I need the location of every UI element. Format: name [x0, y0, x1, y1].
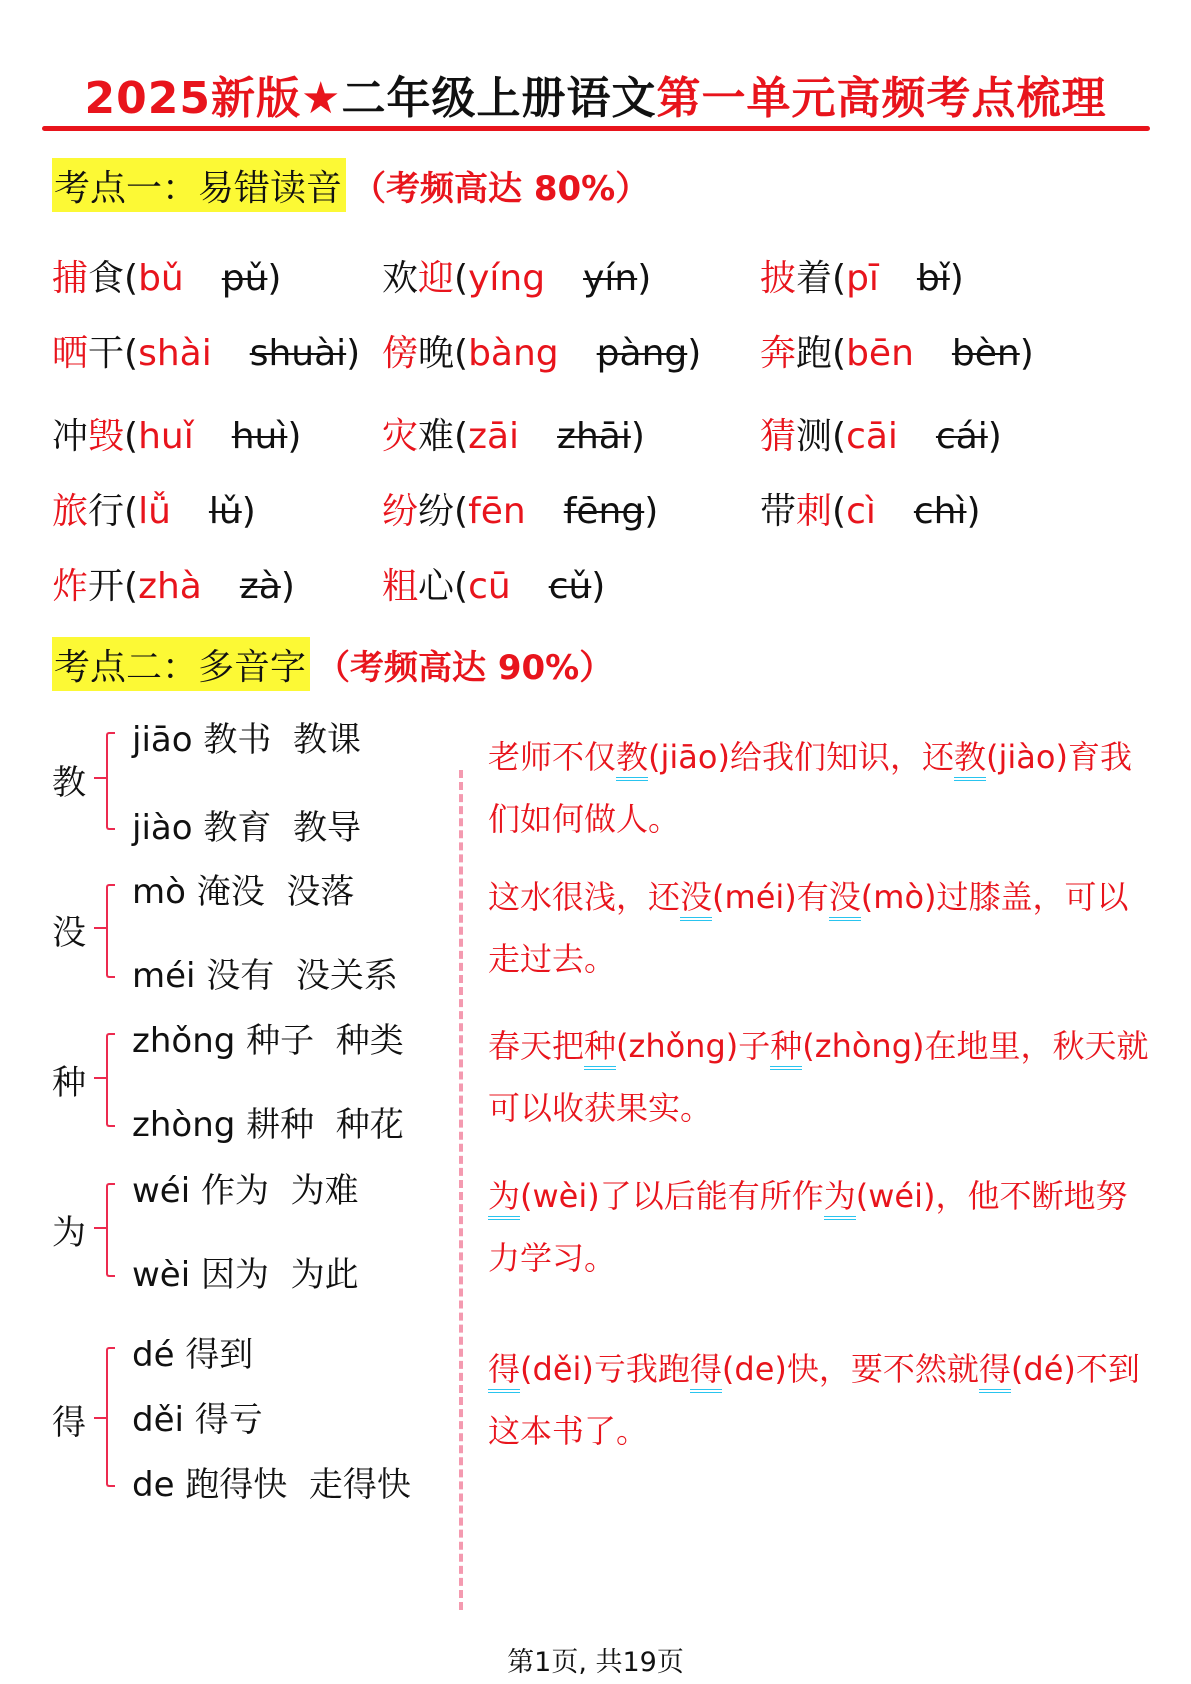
bracket-tick — [94, 1227, 108, 1229]
reading-words: 淹没 没落 — [196, 872, 355, 912]
wrong-pinyin: cǔ — [548, 566, 592, 607]
correct-pinyin: bǔ — [138, 258, 184, 299]
paren-close: ) — [966, 491, 981, 532]
paren-open: ( — [832, 491, 847, 532]
word-char: 欢 — [382, 258, 419, 299]
paren-close: ) — [287, 416, 302, 457]
pronunciation-item — [382, 250, 651, 301]
target-char: 教 — [954, 738, 986, 781]
correct-pinyin: cū — [468, 566, 511, 607]
word-char: 干 — [88, 333, 125, 374]
reading-pinyin: jiào — [132, 808, 204, 848]
polyphone-char: 得 — [52, 1403, 86, 1443]
paren-close: ) — [346, 333, 361, 374]
correct-pinyin: cì — [846, 491, 876, 532]
paren-open: ( — [454, 258, 469, 299]
reading-pinyin: wéi — [132, 1171, 201, 1211]
example-pinyin: (zhòng) — [802, 1027, 925, 1065]
target-char: 没 — [829, 878, 861, 921]
pronunciation-item — [760, 408, 1002, 459]
example-pinyin: (jiào) — [986, 738, 1068, 776]
example-pinyin: (wèi) — [520, 1177, 600, 1215]
reading-line — [132, 1097, 404, 1146]
paren-close: ) — [1019, 333, 1034, 374]
reading-words: 种子 种类 — [246, 1021, 404, 1061]
target-char: 为 — [824, 1177, 856, 1220]
bracket-tick — [94, 1417, 108, 1419]
page-indicator: 第1页, 共19页 — [507, 1647, 684, 1678]
word-char: 粗 — [382, 566, 419, 607]
wrong-pinyin: zhāi — [557, 416, 631, 457]
section2-header — [52, 637, 613, 691]
reading-line — [132, 1327, 253, 1376]
paren-close: ) — [630, 416, 645, 457]
word-char: 纷 — [418, 491, 455, 532]
example-sentence — [488, 866, 1158, 990]
pronunciation-item — [52, 325, 360, 376]
paren-open: ( — [454, 416, 469, 457]
correct-pinyin: zāi — [468, 416, 520, 457]
correct-pinyin: lǚ — [138, 491, 171, 532]
reading-pinyin: mò — [132, 872, 197, 912]
paren-open: ( — [124, 258, 139, 299]
word-char: 冲 — [52, 416, 89, 457]
example-text: 这水很浅，还 — [488, 878, 681, 916]
reading-pinyin: de — [132, 1465, 186, 1505]
paren-close: ) — [687, 333, 702, 374]
example-text: ，他不断地努力学习。 — [488, 1177, 1128, 1277]
polyphone-char: 为 — [52, 1213, 86, 1253]
paren-close: ) — [637, 258, 652, 299]
word-char: 带 — [760, 491, 797, 532]
example-text: 了以后能有所作 — [599, 1177, 824, 1215]
example-text: 育我们如何做人。 — [488, 738, 1132, 838]
word-char: 难 — [418, 416, 455, 457]
example-text: 有 — [796, 878, 829, 916]
example-sentence — [488, 726, 1158, 850]
correct-pinyin: yíng — [468, 258, 546, 299]
paren-open: ( — [124, 566, 139, 607]
word-char: 披 — [760, 258, 797, 299]
correct-pinyin: cāi — [846, 416, 898, 457]
polyphone-char: 教 — [52, 763, 86, 803]
polyphone-char: 种 — [52, 1063, 86, 1103]
bracket-tick — [94, 777, 108, 779]
wrong-pinyin: lǔ — [208, 491, 242, 532]
word-char: 测 — [796, 416, 833, 457]
example-pinyin: (zhǒng) — [616, 1027, 739, 1065]
pronunciation-item — [760, 325, 1034, 376]
wrong-pinyin: bǐ — [916, 258, 950, 299]
wrong-pinyin: pàng — [596, 333, 688, 374]
example-pinyin: (dé) — [1010, 1350, 1076, 1388]
example-text: 在地里，秋天就可以收获果实。 — [488, 1027, 1149, 1127]
bracket — [106, 732, 115, 830]
paren-open: ( — [454, 333, 469, 374]
word-char: 心 — [418, 566, 455, 607]
wrong-pinyin: chì — [913, 491, 967, 532]
word-char: 旅 — [52, 491, 89, 532]
title-topic: 第一单元高频考点梳理 — [656, 73, 1107, 124]
reading-pinyin: dé — [132, 1335, 186, 1375]
example-text: 老师不仅 — [488, 738, 617, 776]
example-sentence — [488, 1165, 1158, 1289]
reading-line — [132, 1013, 404, 1062]
pronunciation-item — [52, 483, 256, 534]
target-char: 种 — [584, 1027, 616, 1070]
wrong-pinyin: shuài — [249, 333, 347, 374]
word-char: 行 — [88, 491, 125, 532]
example-text: 快，要不然就 — [786, 1350, 979, 1388]
example-pinyin: (méi) — [712, 878, 797, 916]
example-text: 不到这本书了。 — [488, 1350, 1140, 1450]
target-char: 种 — [770, 1027, 802, 1070]
example-text: 过膝盖，可以走过去。 — [488, 878, 1129, 978]
section1-header — [52, 158, 649, 212]
example-text: 给我们知识，还 — [729, 738, 954, 776]
correct-pinyin: bàng — [468, 333, 559, 374]
example-pinyin: (wéi) — [855, 1177, 936, 1215]
paren-close: ) — [267, 258, 282, 299]
word-char: 刺 — [796, 491, 833, 532]
reading-words: 教书 教课 — [203, 720, 361, 760]
title-underline — [42, 126, 1150, 131]
section1-frequency: （考频高达 80%） — [352, 168, 650, 209]
reading-words: 教育 教导 — [203, 808, 361, 848]
wrong-pinyin: zà — [239, 566, 281, 607]
word-char: 着 — [796, 258, 833, 299]
correct-pinyin: huǐ — [138, 416, 194, 457]
wrong-pinyin: pǔ — [221, 258, 268, 299]
target-char: 教 — [616, 738, 648, 781]
reading-line — [132, 712, 361, 761]
reading-words: 因为 为此 — [200, 1255, 359, 1295]
reading-words: 得亏 — [194, 1400, 263, 1440]
section2-heading: 考点二：多音字 — [52, 637, 310, 691]
reading-words: 得到 — [185, 1335, 254, 1375]
pronunciation-item — [382, 325, 701, 376]
word-char: 迎 — [418, 258, 455, 299]
target-char: 得 — [979, 1350, 1011, 1393]
word-char: 灾 — [382, 416, 419, 457]
correct-pinyin: pī — [846, 258, 879, 299]
example-sentence — [488, 1015, 1158, 1139]
wrong-pinyin: yín — [583, 258, 638, 299]
paren-open: ( — [454, 491, 469, 532]
pronunciation-item — [382, 408, 645, 459]
bracket — [106, 1183, 115, 1277]
example-text: 亏我跑 — [593, 1350, 690, 1388]
correct-pinyin: shài — [138, 333, 212, 374]
bracket-tick — [94, 1077, 108, 1079]
bracket — [106, 884, 115, 978]
reading-words: 没有 没关系 — [206, 956, 398, 996]
reading-pinyin: zhòng — [132, 1105, 247, 1145]
bracket — [106, 1033, 115, 1127]
title-edition: 2025新版★ — [84, 73, 342, 124]
target-char: 得 — [488, 1350, 520, 1393]
paren-open: ( — [124, 333, 139, 374]
reading-line — [132, 800, 361, 849]
paren-open: ( — [832, 333, 847, 374]
word-char: 晒 — [52, 333, 89, 374]
paren-close: ) — [949, 258, 964, 299]
word-char: 纷 — [382, 491, 419, 532]
word-char: 炸 — [52, 566, 89, 607]
example-text: 子 — [738, 1027, 771, 1065]
example-pinyin: (děi) — [520, 1350, 594, 1388]
target-char: 没 — [680, 878, 712, 921]
example-pinyin: (jiāo) — [648, 738, 730, 776]
word-char: 猜 — [760, 416, 797, 457]
reading-words: 耕种 种花 — [246, 1105, 404, 1145]
polyphone-char: 没 — [52, 913, 86, 953]
paren-open: ( — [832, 258, 847, 299]
correct-pinyin: fēn — [468, 491, 526, 532]
wrong-pinyin: cái — [935, 416, 988, 457]
example-text: 春天把 — [488, 1027, 585, 1065]
word-char: 开 — [88, 566, 125, 607]
reading-words: 跑得快 走得快 — [185, 1465, 411, 1505]
pronunciation-item — [760, 250, 964, 301]
correct-pinyin: zhà — [138, 566, 202, 607]
reading-pinyin: wèi — [132, 1255, 201, 1295]
paren-close: ) — [987, 416, 1002, 457]
reading-pinyin: méi — [132, 956, 207, 996]
target-char: 得 — [690, 1350, 722, 1393]
pronunciation-item — [52, 558, 295, 609]
pronunciation-item — [382, 558, 605, 609]
example-pinyin: (de) — [721, 1350, 787, 1388]
reading-words: 作为 为难 — [200, 1171, 359, 1211]
paren-close: ) — [280, 566, 295, 607]
section2-frequency: （考频高达 90%） — [316, 647, 614, 688]
bracket-tick — [94, 927, 108, 929]
paren-close: ) — [241, 491, 256, 532]
pronunciation-item — [382, 483, 658, 534]
wrong-pinyin: huì — [231, 416, 288, 457]
reading-line — [132, 1392, 263, 1441]
word-char: 捕 — [52, 258, 89, 299]
word-char: 跑 — [796, 333, 833, 374]
reading-line — [132, 1163, 359, 1212]
word-char: 傍 — [382, 333, 419, 374]
pronunciation-item — [52, 250, 281, 301]
pronunciation-item — [52, 408, 301, 459]
reading-line — [132, 1247, 359, 1296]
title-grade: 二年级上册语文 — [341, 73, 657, 124]
paren-close: ) — [644, 491, 659, 532]
reading-line — [132, 1457, 411, 1506]
word-char: 晚 — [418, 333, 455, 374]
wrong-pinyin: fēng — [563, 491, 645, 532]
example-sentence — [488, 1338, 1158, 1462]
reading-pinyin: jiāo — [132, 720, 204, 760]
word-char: 食 — [88, 258, 125, 299]
paren-open: ( — [124, 491, 139, 532]
section1-heading: 考点一：易错读音 — [52, 158, 346, 212]
target-char: 为 — [488, 1177, 520, 1220]
paren-open: ( — [832, 416, 847, 457]
wrong-pinyin: bèn — [951, 333, 1020, 374]
example-pinyin: (mò) — [860, 878, 937, 916]
dashed-divider — [459, 770, 463, 1610]
word-char: 奔 — [760, 333, 797, 374]
pronunciation-item — [760, 483, 981, 534]
reading-pinyin: děi — [132, 1400, 195, 1440]
paren-close: ) — [591, 566, 606, 607]
word-char: 毁 — [88, 416, 125, 457]
paren-open: ( — [454, 566, 469, 607]
paren-open: ( — [124, 416, 139, 457]
correct-pinyin: bēn — [846, 333, 914, 374]
reading-line — [132, 948, 398, 997]
reading-line — [132, 864, 354, 913]
reading-pinyin: zhǒng — [132, 1021, 247, 1061]
page-title — [0, 62, 1191, 126]
